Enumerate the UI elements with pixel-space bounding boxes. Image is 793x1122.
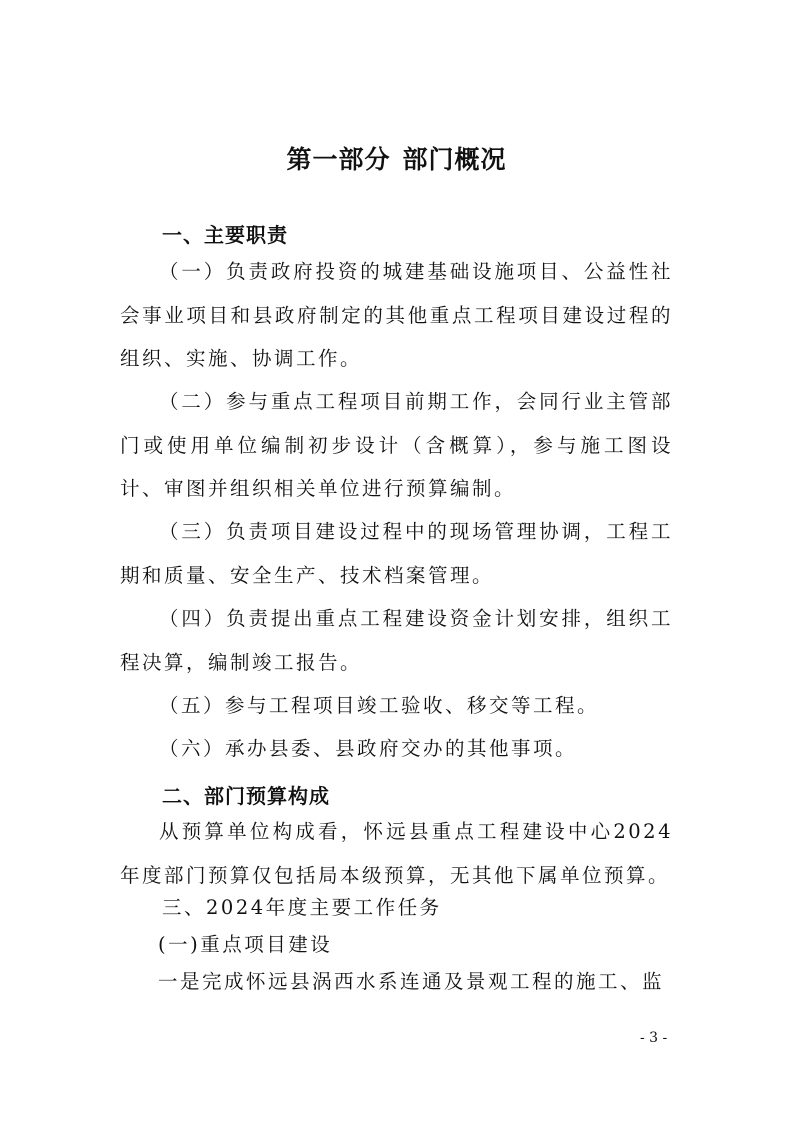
section-2-paragraph: 从预算单位构成看，怀远县重点工程建设中心2024年度部门预算仅包括局本级预算，无其他下属单位预算。 xyxy=(120,820,673,887)
title-part-1: 第一部分 xyxy=(286,145,391,174)
subsection-1-heading: (一)重点项目建设 xyxy=(158,933,333,956)
section-1-heading: 一、主要职责 xyxy=(162,223,288,247)
subsection-1-text: 一是完成怀远县涡西水系连通及景观工程的施工、监 xyxy=(158,970,665,993)
duty-paragraph-2: （二）参与重点工程项目前期工作，会同行业主管部门或使用单位编制初步设计（含概算），参与施工图设计、审图并组织相关单位进行预算编制。 xyxy=(120,390,673,500)
duty-paragraph-5: （五）参与工程项目竣工验收、移交等工程。 xyxy=(159,694,600,717)
page-number: - 3 - xyxy=(640,1030,668,1046)
section-2-heading: 二、部门预算构成 xyxy=(162,784,330,808)
duty-paragraph-3: （三）负责项目建设过程中的现场管理协调，工程工期和质量、安全生产、技术档案管理。 xyxy=(120,520,673,587)
duty-paragraph-1: （一）负责政府投资的城建基础设施项目、公益性社会事业项目和县政府制定的其他重点工程项目建设过程的组织、实施、协调工作。 xyxy=(120,260,673,370)
title-part-2: 部门概况 xyxy=(402,145,507,174)
section-3-heading: 三、2024年度主要工作任务 xyxy=(162,896,442,919)
duty-paragraph-4: （四）负责提出重点工程建设资金计划安排，组织工程决算，编制竣工报告。 xyxy=(120,607,673,674)
page-title xyxy=(0,140,793,176)
duty-paragraph-6: （六）承办县委、县政府交办的其他事项。 xyxy=(159,737,578,760)
